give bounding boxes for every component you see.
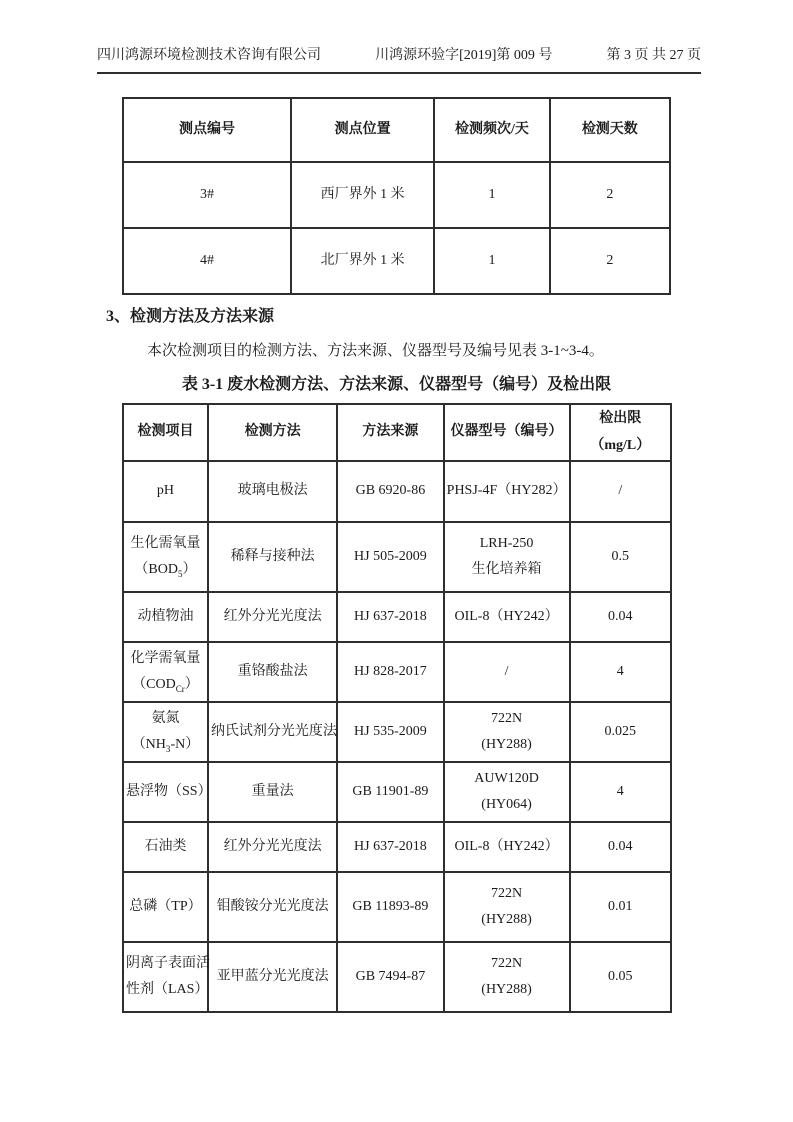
- table-row: [123, 702, 671, 762]
- table-cell: 西厂界外 1 米: [291, 162, 434, 228]
- table-cell: 4: [570, 642, 671, 702]
- table-header-row: [123, 404, 671, 461]
- header-cell-point-location: 测点位置: [291, 98, 434, 162]
- company-name: 四川鸿源环境检测技术咨询有限公司: [97, 48, 321, 63]
- table-cell: pH: [123, 461, 208, 522]
- table-cell: 悬浮物（SS）: [123, 762, 208, 822]
- doc-number: 川鸿源环验字[2019]第 009 号: [375, 48, 553, 63]
- monitoring-points-table: [122, 97, 671, 295]
- table-row: [123, 522, 671, 592]
- table-cell: LRH-250 生化培养箱: [444, 522, 570, 592]
- table-cell: 氨氮 $(NH_3-N)$: [123, 702, 208, 762]
- table-cell: 0.025: [570, 702, 671, 762]
- intro-paragraph: 本次检测项目的检测方法、方法来源、仪器型号及编号见表 3-1~3-4。: [147, 343, 604, 359]
- table-row: [123, 942, 671, 1012]
- header-cell-frequency: 检测频次/天: [434, 98, 549, 162]
- table-cell: GB 7494-87: [337, 942, 443, 1012]
- table-row: [123, 228, 670, 294]
- table-row: [123, 461, 671, 522]
- table-cell: 722N (HY288): [444, 702, 570, 762]
- section-heading: 3、检测方法及方法来源: [106, 308, 275, 325]
- table-cell: 1: [434, 228, 549, 294]
- table-header-row: [123, 98, 670, 162]
- table-cell: 纳氏试剂分光光度法: [208, 702, 337, 762]
- table-cell: 红外分光光度法: [208, 822, 337, 872]
- table-cell: /: [444, 642, 570, 702]
- table-cell: 动植物油: [123, 592, 208, 642]
- wastewater-methods-table: [122, 403, 672, 1013]
- table-cell: 0.04: [570, 592, 671, 642]
- table-cell: 重量法: [208, 762, 337, 822]
- table-cell: 总磷（TP）: [123, 872, 208, 942]
- table-row: [123, 762, 671, 822]
- table-cell: 化学需氧量 $(COD_{Cr})$: [123, 642, 208, 702]
- table-cell: PHSJ-4F（HY282）: [444, 461, 570, 522]
- table-cell: 红外分光光度法: [208, 592, 337, 642]
- table-row: [123, 872, 671, 942]
- table-cell: 0.5: [570, 522, 671, 592]
- table-cell: 0.04: [570, 822, 671, 872]
- table-cell: 1: [434, 162, 549, 228]
- table-cell: OIL-8（HY242）: [444, 822, 570, 872]
- table-cell: 4#: [123, 228, 291, 294]
- table-cell: 北厂界外 1 米: [291, 228, 434, 294]
- table-cell: 0.01: [570, 872, 671, 942]
- table-row: [123, 592, 671, 642]
- table-cell: 重铬酸盐法: [208, 642, 337, 702]
- page-header: [97, 46, 701, 74]
- table-cell: HJ 505-2009: [337, 522, 443, 592]
- table-cell: 稀释与接种法: [208, 522, 337, 592]
- table-cell: HJ 535-2009: [337, 702, 443, 762]
- table-cell: 亚甲蓝分光光度法: [208, 942, 337, 1012]
- table-cell: OIL-8（HY242）: [444, 592, 570, 642]
- header-cell-detection-limit: 检出限 （mg/L）: [570, 404, 671, 461]
- page-indicator: 第 3 页 共 27 页: [606, 48, 701, 63]
- table-row: [123, 162, 670, 228]
- table-cell: 玻璃电极法: [208, 461, 337, 522]
- table-cell: 2: [550, 228, 670, 294]
- table-cell: GB 6920-86: [337, 461, 443, 522]
- header-cell-point-id: 测点编号: [123, 98, 291, 162]
- table-cell: GB 11893-89: [337, 872, 443, 942]
- table-cell: AUW120D (HY064): [444, 762, 570, 822]
- table-3-1-title: 表 3-1 废水检测方法、方法来源、仪器型号（编号）及检出限: [181, 376, 612, 393]
- table-row: [123, 642, 671, 702]
- header-cell-days: 检测天数: [550, 98, 670, 162]
- table-cell: 2: [550, 162, 670, 228]
- table-cell: 阴离子表面活 性剂（LAS）: [123, 942, 208, 1012]
- table-cell: HJ 828-2017: [337, 642, 443, 702]
- table-cell: 722N (HY288): [444, 942, 570, 1012]
- table-cell: 4: [570, 762, 671, 822]
- table-cell: /: [570, 461, 671, 522]
- header-cell-method: 检测方法: [208, 404, 337, 461]
- table-cell: HJ 637-2018: [337, 592, 443, 642]
- table-cell: 钼酸铵分光光度法: [208, 872, 337, 942]
- table-cell: 722N (HY288): [444, 872, 570, 942]
- table-cell: 3#: [123, 162, 291, 228]
- table-cell: 石油类: [123, 822, 208, 872]
- table-row: [123, 822, 671, 872]
- table-cell: GB 11901-89: [337, 762, 443, 822]
- header-cell-instrument: 仪器型号（编号）: [444, 404, 570, 461]
- header-cell-source: 方法来源: [337, 404, 443, 461]
- table-cell: HJ 637-2018: [337, 822, 443, 872]
- header-cell-item: 检测项目: [123, 404, 208, 461]
- table-cell: 生化需氧量 $(BOD_5)$: [123, 522, 208, 592]
- table-cell: 0.05: [570, 942, 671, 1012]
